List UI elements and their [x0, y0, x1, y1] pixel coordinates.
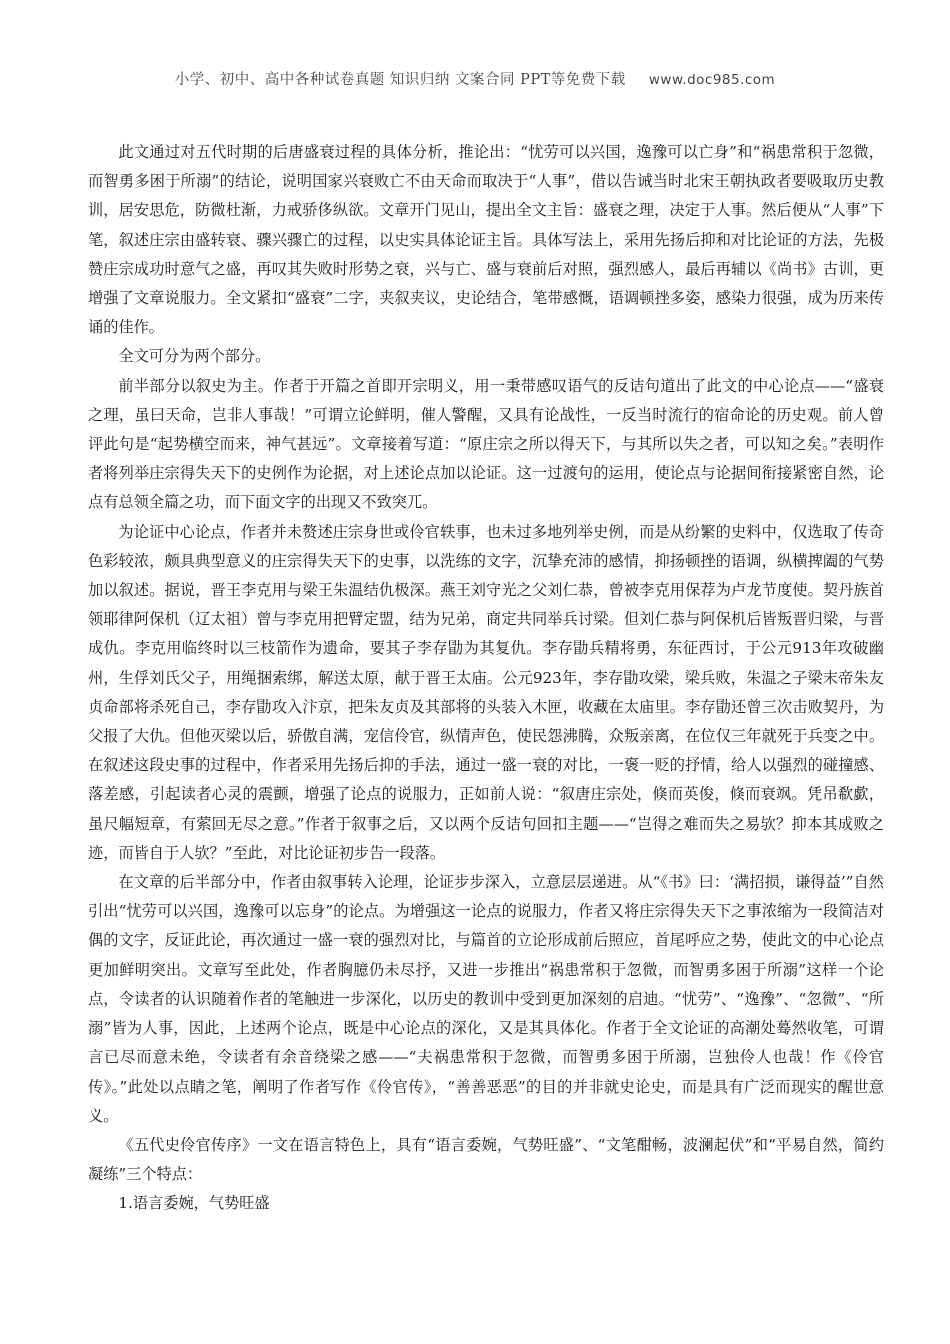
paragraph: 为论证中心论点，作者并未赘述庄宗身世或伶官轶事，也未过多地列举史例，而是从纷繁的史料中，仅选取了传奇色彩较浓，颇具典型意义的庄宗得失天下的史事，以洗练的文字，沉挚充沛的感情，抑扬顿挫的语调，纵横捭阖的气势加以叙述。据说，晋王李克用与梁王朱温结仇极深。燕王刘守光之父刘仁恭，曾被李克用保荐为卢龙节度使。契丹族首领耶律阿保机（辽太祖）曾与李克用把臂定盟，结为兄弟，商定共同举兵讨梁。但刘仁恭与阿保机后皆叛晋归梁，与晋成仇。李克用临终时以三枝箭作为遗命，要其子李存勖为其复仇。李存勖兵精将勇，东征西讨，于公元913年攻破幽州，生俘刘氏父子，用绳捆索绑，解送太原，献于晋王太庙。公元923年，李存勖攻梁，梁兵败，朱温之子梁末帝朱友贞命部将杀死自己，李存勖攻入汴京，把朱友贞及其部将的头装入木匣，收藏在太庙里。李存勖还曾三次击败契丹，为父报了大仇。但他灭梁以后，骄傲自满，宠信伶官，纵情声色，使民怨沸腾，众叛亲离，在位仅三年就死于兵变之中。在叙述这段史事的过程中，作者采用先扬后抑的手法，通过一盛一衰的对比，一褒一贬的抒情，给人以强烈的碰撞感、落差感，引起读者心灵的震颤，增强了论点的说服力，正如前人说：“叙唐庄宗处，倏而英俊，倏而衰飒。凭吊欷歔，虽尺幅短章，有萦回无尽之意。”作者于叙事之后，又以两个反诘句回扣主题——“岂得之难而失之易欤？抑本其成败之迹，而皆自于人欤？”至此，对比论证初步告一段落。	[88, 522, 884, 862]
paragraph: 此文通过对五代时期的后唐盛衰过程的具体分析，推论出：“忧劳可以兴国，逸豫可以亡身”和“祸患常积于忽微，而智勇多困于所溺”的结论，说明国家兴衰败亡不由天命而取决于“人事”，借以告诫当时北宋王朝执政者要吸取历史教训，居安思危，防微杜渐，力戒骄侈纵欲。文章开门见山，提出全文主旨：盛衰之理，决定于人事。然后便从“人事”下笔，叙述庄宗由盛转衰、骤兴骤亡的过程，以史实具体论证主旨。具体写法上，采用先扬后抑和对比论证的方法，先极赞庄宗成功时意气之盛，再叹其失败时形势之衰，兴与亡、盛与衰前后对照，强烈感人，最后再辅以《尚书》古训，更增强了文章说服力。全文紧扣“盛衰”二字，夹叙夹议，史论结合，笔带感慨，语调顿挫多姿，感染力很强，成为历来传诵的佳作。	[88, 143, 884, 337]
paragraph: 《五代史伶官传序》一文在语言特色上，具有“语言委婉，气势旺盛”、“文笔酣畅，波澜起伏”和“平易自然，简约凝练”三个特点：	[88, 1135, 884, 1184]
article-body	[88, 138, 884, 1219]
header-url[interactable]: www.doc985.com	[648, 72, 776, 88]
paragraph: 全文可分为两个部分。	[118, 347, 271, 366]
paragraph: 前半部分以叙史为主。作者于开篇之首即开宗明义，用一秉带感叹语气的反诘句道出了此文的中心论点——“盛衰之理，虽曰天命，岂非人事哉！”可谓立论鲜明，催人警醒，又具有论战性，一反当时流行的宿命论的历史观。前人曾评此句是“起势横空而来，神气甚远”。文章接着写道：“原庄宗之所以得天下，与其所以失之者，可以知之矣。”表明作者将列举庄宗得失天下的史例作为论据，对上述论点加以论证。这一过渡句的运用，使论点与论据间衔接紧密自然，论点有总领全篇之功，而下面文字的出现又不致突兀。	[88, 376, 884, 512]
page-header	[0, 68, 950, 89]
list-item: 1.语言委婉，气势旺盛	[118, 1194, 270, 1213]
header-text: 小学、初中、高中各种试卷真题 知识归纳 文案合同 PPT等免费下载	[174, 72, 626, 88]
paragraph: 在文章的后半部分中，作者由叙事转入论理，论证步步深入，立意层层递进。从“《书》曰：‘满招损，谦得益’”自然引出“忧劳可以兴国，逸豫可以忘身”的论点。为增强这一论点的说服力，作者又将庄宗得失天下之事浓缩为一段简洁对偶的文字，反证此论，再次通过一盛一衰的强烈对比，与篇首的立论形成前后照应，首尾呼应之势，使此文的中心论点更加鲜明突出。文章写至此处，作者胸臆仍未尽抒，又进一步推出“祸患常积于忽微，而智勇多困于所溺”这样一个论点，令读者的认识随着作者的笔触进一步深化，以历史的教训中受到更加深刻的启迪。“忧劳”、“逸豫”、“忽微”、“所溺”皆为人事，因此，上述两个论点，既是中心论点的深化，又是其具体化。作者于全文论证的高潮处蓦然收笔，可谓言已尽而意未绝，令读者有余音绕梁之感——“夫祸患常积于忽微，而智勇多困于所溺，岂独伶人也哉！作《伶官传》。”此处以点睛之笔，阐明了作者写作《伶官传》，“善善恶恶”的目的并非就史论史，而是具有广泛而现实的醒世意义。	[88, 873, 884, 1125]
